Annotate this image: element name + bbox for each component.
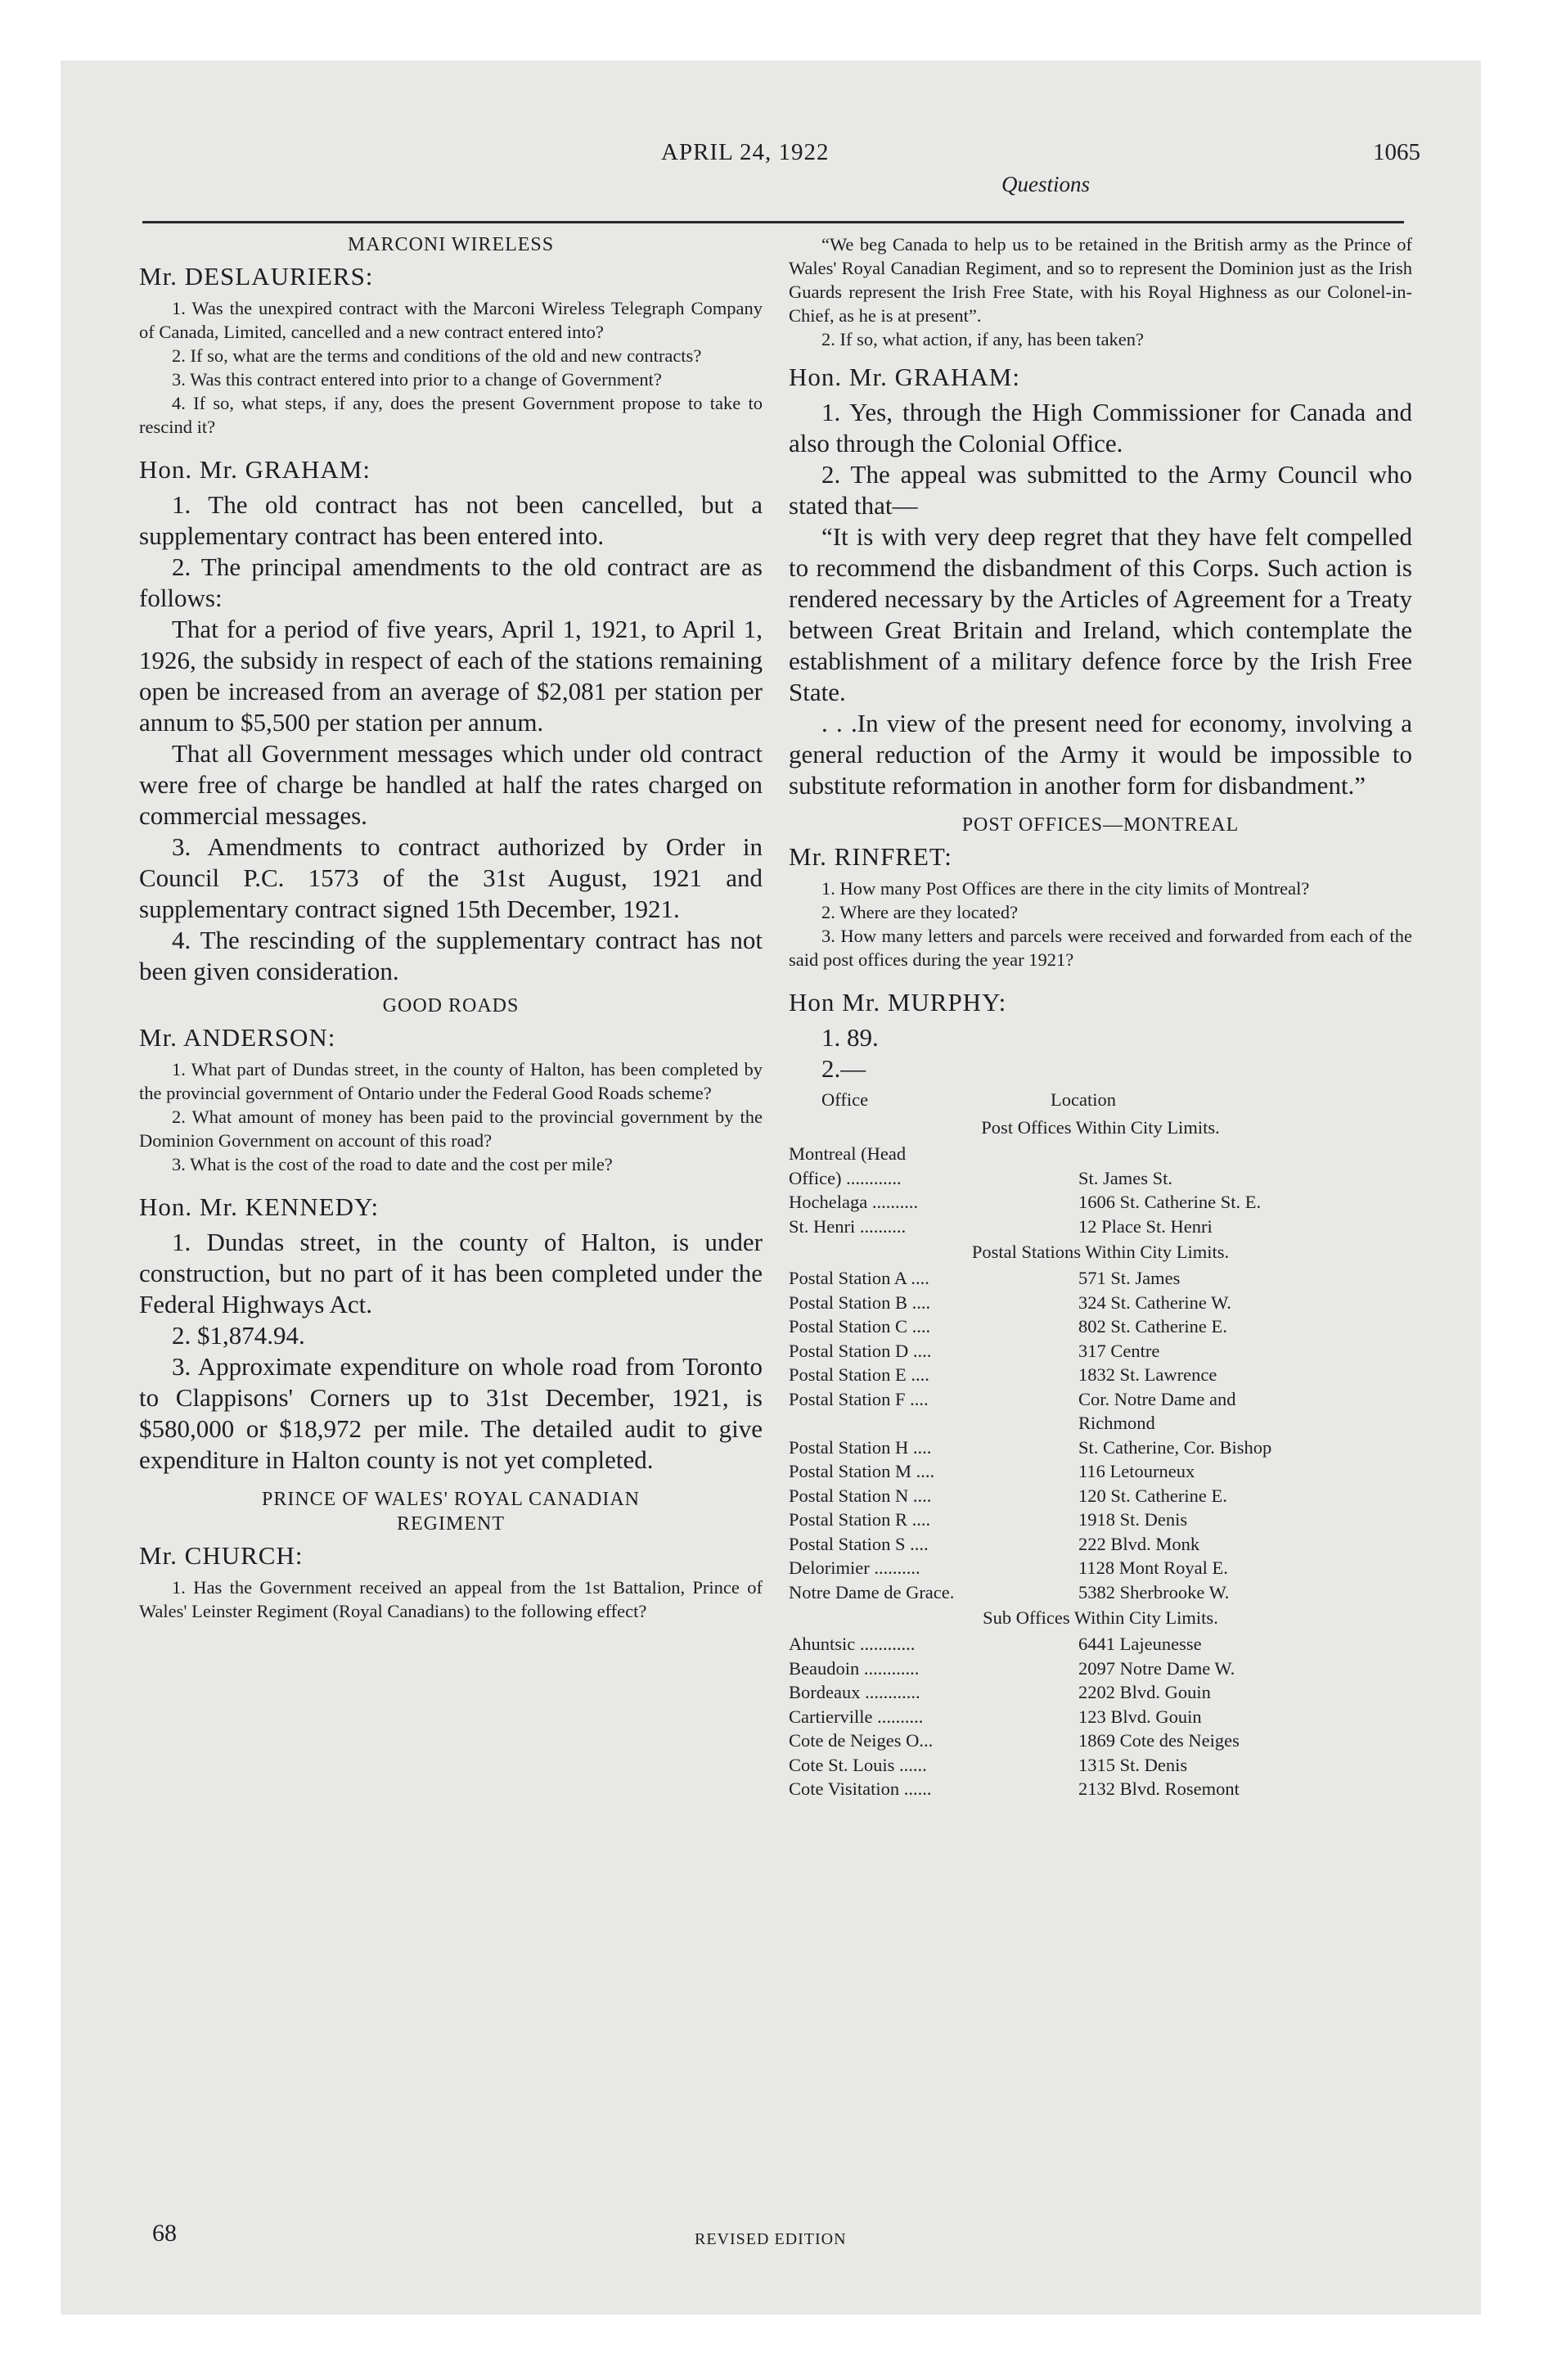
regiment-quote: “We beg Canada to help us to be retained in the British army as the Prince of Wales' Royal Canadian Regiment, and so to represent the Dominion just as the Irish Guards represent the Irish Free State, with his Royal Highness as our Colonel-in-Chief, as he is at present”. xyxy=(789,234,1412,326)
question-text: 2. If so, what action, if any, has been taken? xyxy=(821,329,1145,349)
left-column xyxy=(139,232,763,1623)
office-location: St. James St. xyxy=(1078,1167,1173,1188)
regiment-heading-line2: REGIMENT xyxy=(397,1513,505,1535)
col-office-label: Office xyxy=(821,1089,869,1110)
table-row xyxy=(789,1508,1412,1532)
office-name: Bordeaux ............ xyxy=(789,1682,920,1702)
question-text: 2. If so, what are the terms and conditions of the old and new contracts? xyxy=(172,345,702,366)
table-row xyxy=(789,1314,1412,1339)
table-row xyxy=(789,1705,1412,1729)
regiment-asker: Mr. CHURCH: xyxy=(139,1541,304,1570)
group-title: Sub Offices Within City Limits. xyxy=(983,1607,1218,1628)
marconi-heading: MARCONI WIRELESS xyxy=(347,234,555,255)
question-text: 2. What amount of money has been paid to the provincial government by the Dominion Government on account of this road? xyxy=(139,1107,763,1151)
office-location: 324 St. Catherine W. xyxy=(1078,1291,1231,1313)
regiment-heading-line1: PRINCE OF WALES' ROYAL CANADIAN xyxy=(261,1489,640,1510)
office-location: 222 Blvd. Monk xyxy=(1078,1533,1200,1554)
office-location-continued: Richmond xyxy=(1078,1413,1155,1433)
page-number: 1065 xyxy=(1373,139,1420,165)
right-column xyxy=(789,232,1412,1801)
post-office-list xyxy=(789,1142,1412,1238)
office-location: 2097 Notre Dame W. xyxy=(1078,1657,1235,1679)
table-row xyxy=(789,1166,1412,1191)
office-name: Cartierville .......... xyxy=(789,1706,924,1727)
office-name: Ahuntsic ............ xyxy=(789,1634,916,1654)
answer-text: 3. Approximate expenditure on whole road from Toronto to Clappisons' Corners up to 31st December, 1921, is $580,000 or $18,972 per mile. The detailed audit to give expenditure in Halton county is not yet completed. xyxy=(139,1352,763,1474)
post-answerer: Hon Mr. MURPHY: xyxy=(789,988,1007,1016)
postal-station-list xyxy=(789,1266,1412,1604)
office-location: 1918 St. Denis xyxy=(1078,1509,1188,1530)
answer-text: “It is with very deep regret that they have felt compelled to recommend the disbandment of this Corps. Such action is rendered necessary by the Articles of Agreement for a Treaty between Great Britain and Ireland, which contemplate the establishment of a military defence force by the Irish Free State. xyxy=(789,522,1412,706)
col-location-label: Location xyxy=(1051,1089,1116,1110)
answer-text: 1. Dundas street, in the county of Halton, is under construction, but no part of it has been completed under the Federal Highways Act. xyxy=(139,1228,763,1318)
office-location: St. Catherine, Cor. Bishop xyxy=(1078,1436,1272,1458)
answer-text: 2.— xyxy=(821,1054,866,1083)
marconi-asker: Mr. DESLAURIERS: xyxy=(139,262,374,291)
office-location: 571 St. James xyxy=(1078,1268,1181,1288)
answer-text: 3. Amendments to contract authorized by Order in Council P.C. 1573 of the 31st August, 1921 and supplementary contract signed 15th December, 1921. xyxy=(139,832,763,923)
office-name: Postal Station E .... xyxy=(789,1364,929,1385)
table-row xyxy=(789,1580,1412,1605)
office-name: Postal Station H .... xyxy=(789,1436,932,1458)
answer-text: 1. 89. xyxy=(821,1023,879,1052)
office-location: 120 St. Catherine E. xyxy=(1078,1485,1227,1506)
edition-label: REVISED EDITION xyxy=(695,2230,847,2248)
table-header xyxy=(789,1088,1412,1112)
table-row xyxy=(789,1532,1412,1557)
marconi-answerer: Hon. Mr. GRAHAM: xyxy=(139,455,371,484)
office-location: 1869 Cote des Neiges xyxy=(1078,1730,1240,1751)
office-location: 1128 Mont Royal E. xyxy=(1078,1557,1228,1578)
office-name: Office) ............ xyxy=(789,1167,902,1188)
office-location: 6441 Lajeunesse xyxy=(1078,1634,1202,1654)
sheet-number: 68 xyxy=(152,2220,177,2247)
office-location: 1832 St. Lawrence xyxy=(1078,1364,1217,1385)
table-row xyxy=(789,1556,1412,1580)
office-name: Cote Visitation ...... xyxy=(789,1778,932,1799)
page-date: APRIL 24, 1922 xyxy=(661,139,830,165)
roads-asker: Mr. ANDERSON: xyxy=(139,1023,336,1052)
table-row xyxy=(789,1777,1412,1801)
group-title: Post Offices Within City Limits. xyxy=(981,1117,1220,1138)
roads-answerer: Hon. Mr. KENNEDY: xyxy=(139,1192,380,1221)
question-text: 1. How many Post Offices are there in the city limits of Montreal? xyxy=(821,878,1310,899)
question-text: 4. If so, what steps, if any, does the present Government propose to take to rescind it? xyxy=(139,393,763,437)
office-name: Postal Station F .... xyxy=(789,1388,929,1409)
table-row xyxy=(789,1657,1412,1681)
answer-text: 1. The old contract has not been cancelled, but a supplementary contract has been entered into. xyxy=(139,490,763,550)
table-row xyxy=(789,1142,1412,1166)
office-name: Postal Station D .... xyxy=(789,1340,932,1361)
office-name: Beaudoin ............ xyxy=(789,1657,920,1679)
office-name: St. Henri .......... xyxy=(789,1215,907,1237)
office-name: Cote de Neiges O... xyxy=(789,1730,934,1751)
office-name: Postal Station A .... xyxy=(789,1268,929,1288)
office-name: Notre Dame de Grace. xyxy=(789,1581,955,1602)
answer-text: That for a period of five years, April 1, 1921, to April 1, 1926, the subsidy in respect of each of the stations remaining open be increased from an average of $2,081 per station per annum to $5,500 per station per annum. xyxy=(139,615,763,737)
question-text: 1. Has the Government received an appeal from the 1st Battalion, Prince of Wales' Leinster Regiment (Royal Canadians) to the following effect? xyxy=(139,1577,763,1621)
table-row xyxy=(789,1215,1412,1239)
section-title: Questions xyxy=(1001,172,1090,196)
answer-text: 1. Yes, through the High Commissioner for Canada and also through the Colonial Office. xyxy=(789,398,1412,458)
table-row xyxy=(789,1291,1412,1315)
table-row xyxy=(789,1387,1412,1412)
office-location: 12 Place St. Henri xyxy=(1078,1215,1213,1237)
office-name: Hochelaga .......... xyxy=(789,1192,919,1212)
group-title: Postal Stations Within City Limits. xyxy=(971,1242,1230,1262)
office-location: 2202 Blvd. Gouin xyxy=(1078,1682,1211,1702)
office-name: Postal Station N .... xyxy=(789,1485,932,1506)
office-location: 123 Blvd. Gouin xyxy=(1078,1706,1202,1727)
office-name: Postal Station B .... xyxy=(789,1291,931,1313)
header-rule xyxy=(142,221,1404,223)
table-row xyxy=(789,1459,1412,1484)
answer-text: 2. $1,874.94. xyxy=(172,1321,305,1350)
question-text: 3. How many letters and parcels were received and forwarded from each of the said post offices during the year 1921? xyxy=(789,926,1412,970)
office-name: Postal Station M .... xyxy=(789,1461,935,1481)
office-location: 1606 St. Catherine St. E. xyxy=(1078,1192,1262,1212)
post-asker: Mr. RINFRET: xyxy=(789,842,952,871)
question-text: 1. What part of Dundas street, in the county of Halton, has been completed by the provincial government of Ontario under the Federal Good Roads scheme? xyxy=(139,1059,763,1103)
office-location: 116 Letourneux xyxy=(1078,1461,1195,1481)
office-location xyxy=(1075,1142,1412,1166)
roads-heading: GOOD ROADS xyxy=(382,995,520,1016)
answer-text: 2. The appeal was submitted to the Army Council who stated that— xyxy=(789,460,1412,520)
table-row xyxy=(789,1632,1412,1657)
table-row xyxy=(789,1363,1412,1387)
office-name: Postal Station C .... xyxy=(789,1316,931,1336)
table-row xyxy=(789,1436,1412,1460)
office-name: Postal Station R .... xyxy=(789,1509,931,1530)
sub-office-list xyxy=(789,1632,1412,1801)
answer-text: . . .In view of the present need for economy, involving a general reduction of the Army it would be impossible to substitute reformation in another form for disbandment.” xyxy=(789,709,1412,800)
office-location: 317 Centre xyxy=(1078,1340,1160,1361)
table-row xyxy=(789,1753,1412,1778)
question-text: 3. What is the cost of the road to date and the cost per mile? xyxy=(172,1154,613,1174)
office-name: Montreal (Head xyxy=(789,1143,907,1164)
office-name: Delorimier .......... xyxy=(789,1557,920,1578)
table-row xyxy=(789,1266,1412,1291)
answer-text: That all Government messages which under old contract were free of charge be handled at half the rates charged on commercial messages. xyxy=(139,739,763,830)
table-row xyxy=(789,1339,1412,1364)
office-location: 1315 St. Denis xyxy=(1078,1754,1188,1775)
table-row xyxy=(789,1680,1412,1705)
office-location: Cor. Notre Dame and xyxy=(1078,1388,1236,1409)
question-text: 3. Was this contract entered into prior to a change of Government? xyxy=(172,369,662,390)
office-name: Postal Station S .... xyxy=(789,1533,929,1554)
table-row xyxy=(789,1484,1412,1508)
question-text: 2. Where are they located? xyxy=(821,902,1019,922)
table-row xyxy=(789,1190,1412,1215)
answer-text: 4. The rescinding of the supplementary contract has not been given consideration. xyxy=(139,926,763,985)
question-text: 1. Was the unexpired contract with the Marconi Wireless Telegraph Company of Canada, Limited, cancelled and a new contract entered into? xyxy=(139,298,763,342)
office-location: 5382 Sherbrooke W. xyxy=(1078,1581,1230,1602)
office-location: 802 St. Catherine E. xyxy=(1078,1316,1227,1336)
answer-text: 2. The principal amendments to the old contract are as follows: xyxy=(139,552,763,612)
office-name: Cote St. Louis ...... xyxy=(789,1754,927,1775)
scanned-page xyxy=(61,61,1481,2315)
table-row xyxy=(789,1729,1412,1753)
office-location: 2132 Blvd. Rosemont xyxy=(1078,1778,1240,1799)
regiment-answerer: Hon. Mr. GRAHAM: xyxy=(789,363,1020,391)
post-heading: POST OFFICES—MONTREAL xyxy=(961,814,1240,836)
